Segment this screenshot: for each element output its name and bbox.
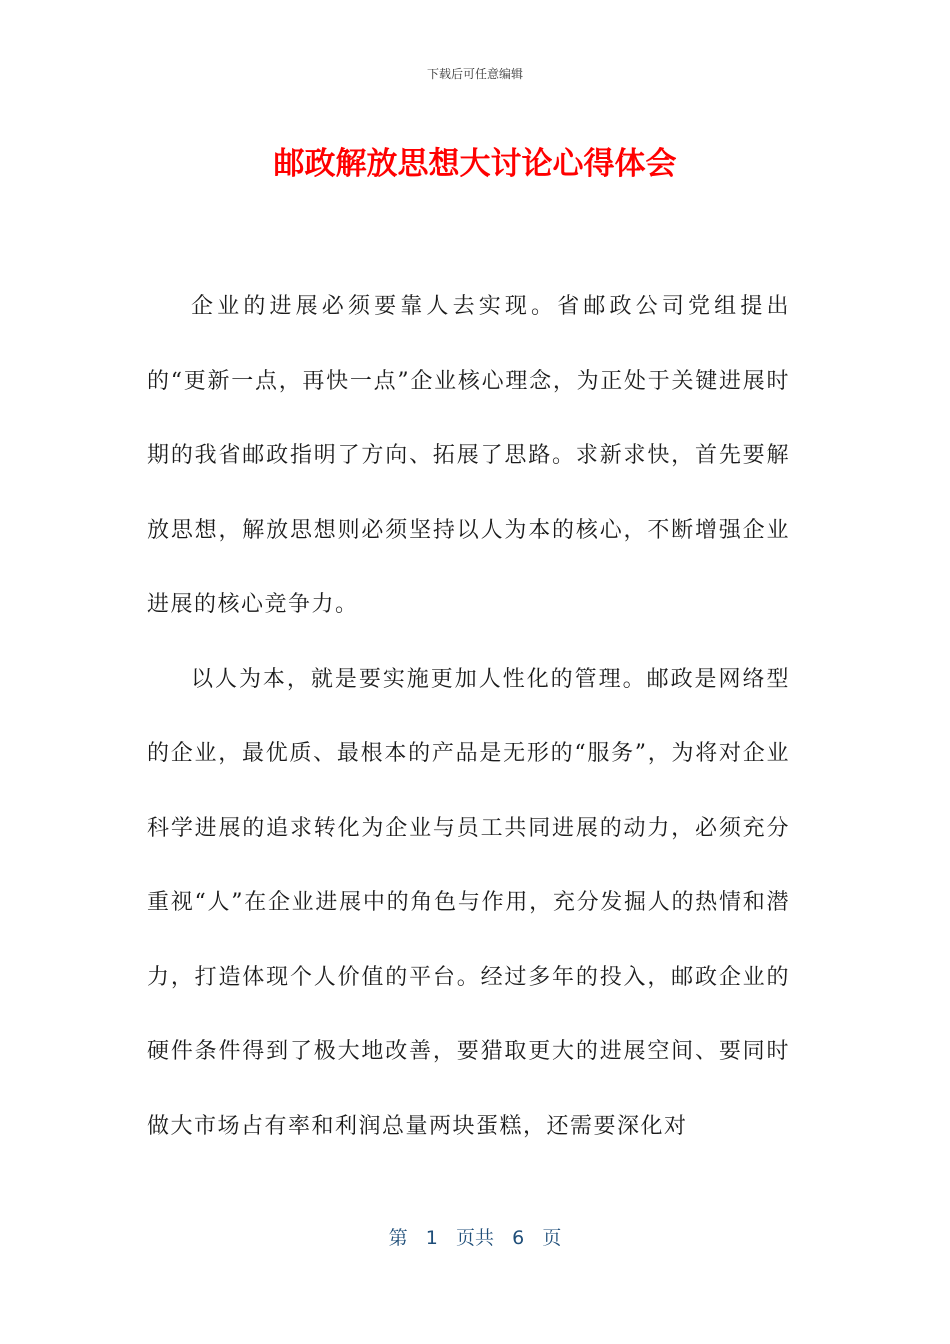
page-header-note: 下载后可任意编辑 bbox=[426, 67, 523, 81]
page-label-suffix: 页 bbox=[542, 1227, 562, 1249]
page-label-prefix: 第 bbox=[388, 1227, 408, 1249]
page-label-mid: 页共 bbox=[455, 1227, 494, 1249]
body-paragraph-2: 以人为本，就是要实施更加人性化的管理。邮政是网络型的企业，最优质、最根本的产品是无形的“服务”，为将对企业科学进展的追求转化为企业与员工共同进展的动力，必须充分重视“人”在企业进展中的角色与作用，充分发掘人的热情和潜力，打造体现个人价值的平台。经过多年的投入，邮政企业的硬件条件得到了极大地改善，要猎取更大的进展空间、要同时做大市场占有率和利润总量两块蛋糕，还需要深化对 bbox=[147, 666, 790, 1139]
current-page-number: 1 bbox=[425, 1227, 438, 1249]
document-title: 邮政解放思想大讨论心得体会 bbox=[273, 146, 677, 182]
body-paragraph-1: 企业的进展必须要靠人去实现。省邮政公司党组提出的“更新一点，再快一点”企业核心理念，为正处于关键进展时期的我省邮政指明了方向、拓展了思路。求新求快，首先要解放思想，解放思想则必须坚持以人为本的核心，不断增强企业进展的核心竞争力。 bbox=[147, 294, 790, 617]
document-body bbox=[147, 270, 790, 1164]
page-number-footer bbox=[0, 1224, 950, 1252]
total-pages-number: 6 bbox=[512, 1227, 525, 1249]
